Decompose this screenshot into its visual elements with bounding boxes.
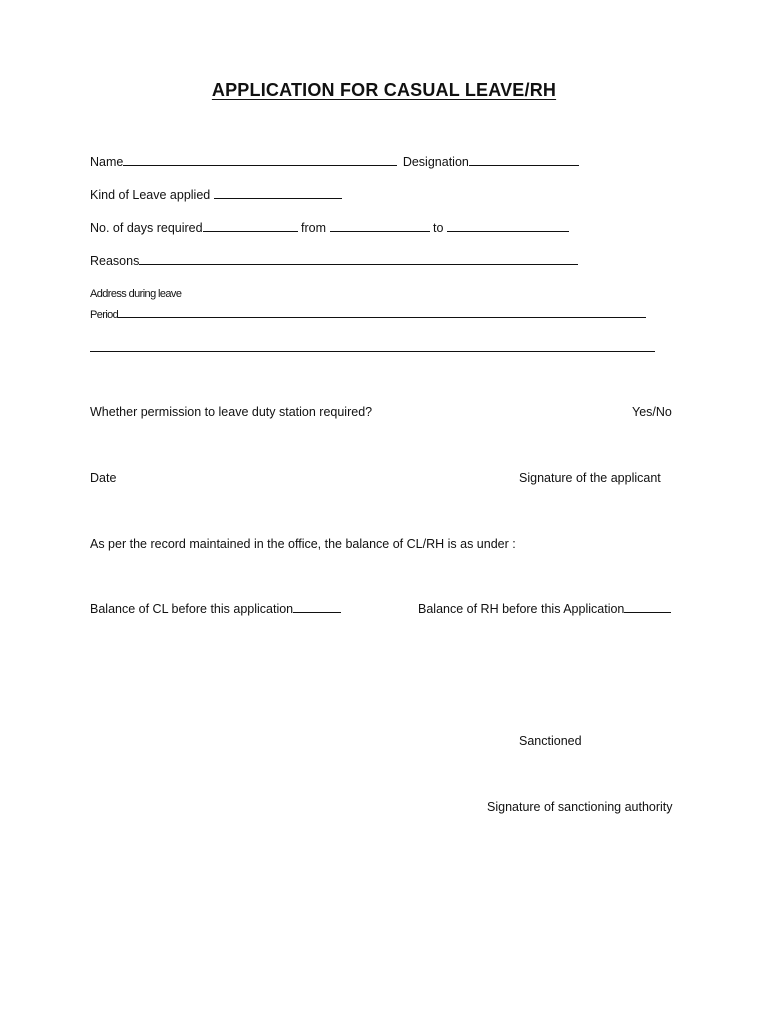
cl-balance-field[interactable] [293, 601, 341, 613]
days-required-label: No. of days required [90, 221, 203, 235]
rh-balance-row [418, 601, 671, 617]
from-date-field[interactable] [330, 220, 430, 232]
name-label: Name [90, 155, 124, 169]
days-required-field[interactable] [203, 220, 298, 232]
address-label-line2: Period [90, 309, 119, 321]
name-field[interactable] [123, 154, 397, 166]
reasons-field[interactable] [139, 253, 578, 265]
kind-of-leave-row [90, 187, 342, 203]
address-row [90, 306, 646, 323]
page-title: APPLICATION FOR CASUAL LEAVE/RH [211, 80, 557, 100]
days-required-row [90, 220, 569, 236]
address-field[interactable] [118, 306, 646, 318]
kind-of-leave-field[interactable] [214, 187, 342, 199]
authority-signature-label: Signature of sanctioning authority [487, 800, 673, 814]
reasons-label: Reasons [90, 254, 140, 268]
permission-answer[interactable]: Yes/No [632, 405, 672, 419]
reasons-row [90, 253, 578, 269]
address-label-line1: Address during leave [90, 288, 182, 300]
from-label: from [301, 221, 327, 235]
sanctioned-label: Sanctioned [519, 734, 582, 748]
rh-balance-label: Balance of RH before this Application [418, 602, 625, 616]
address-continuation-row [90, 340, 655, 356]
address-continuation-field[interactable] [90, 340, 655, 352]
name-row [90, 154, 579, 170]
designation-field[interactable] [469, 154, 579, 166]
designation-label: Designation [402, 155, 469, 169]
permission-question: Whether permission to leave duty station required? [90, 405, 373, 419]
applicant-signature-label: Signature of the applicant [519, 471, 661, 485]
cl-balance-label: Balance of CL before this application [90, 602, 294, 616]
kind-of-leave-label: Kind of Leave applied [90, 188, 211, 202]
cl-balance-row [90, 601, 341, 617]
balance-statement: As per the record maintained in the office, the balance of CL/RH is as under : [90, 537, 516, 551]
to-label: to [433, 221, 444, 235]
to-date-field[interactable] [447, 220, 569, 232]
date-label: Date [90, 471, 117, 485]
rh-balance-field[interactable] [624, 601, 671, 613]
